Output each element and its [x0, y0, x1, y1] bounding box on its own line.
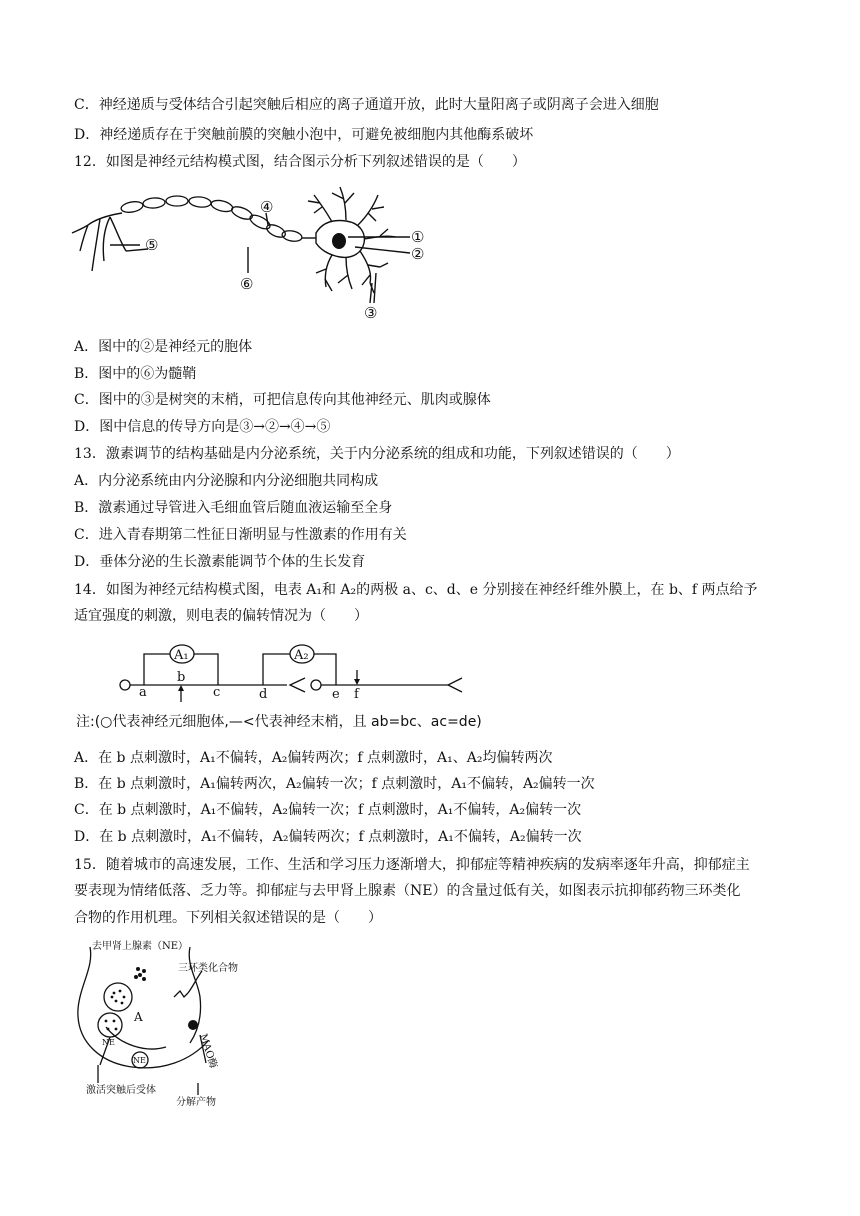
q13-option-a: A．内分泌系统由内分泌腺和内分泌细胞共同构成 — [74, 473, 379, 489]
meter-a1-label: A₁ — [174, 648, 189, 663]
meter-a2-label: A₂ — [294, 648, 309, 663]
q12-stem: 12．如图是神经元结构模式图，结合图示分析下列叙述错误的是（ ） — [74, 154, 526, 170]
product-label: 分解产物 — [176, 1097, 216, 1108]
q13-option-b: B．激素通过导管进入毛细血管后随血液运输至全身 — [74, 500, 393, 516]
q12-option-d: D．图中信息的传导方向是③→②→④→⑤ — [74, 419, 331, 435]
ne-molecule-label: NE — [133, 1056, 146, 1065]
q14-option-d: D．在 b 点刺激时，A₁不偏转，A₂偏转两次；f 点刺激时，A₁不偏转，A₂偏转一次 — [74, 829, 582, 845]
drug-label: 三环类化合物 — [178, 963, 238, 974]
q14-stem-2: 适宜强度的刺激，则电表的偏转情况为（ ） — [74, 608, 368, 624]
region-a-label: A — [134, 1010, 143, 1024]
q15-stem-1: 15．随着城市的高速发展，工作、生活和学习压力逐渐增大，抑郁症等精神疾病的发病率逐年升高，抑郁症主 — [74, 857, 750, 873]
label-4: ④ — [260, 198, 274, 216]
point-c: c — [213, 685, 221, 700]
q14-option-b: B．在 b 点刺激时，A₁偏转两次，A₂偏转一次；f 点刺激时，A₁不偏转，A₂偏转一次 — [74, 776, 595, 792]
q14-option-a: A．在 b 点刺激时，A₁不偏转，A₂偏转两次；f 点刺激时，A₁、A₂均偏转两次 — [74, 750, 553, 766]
receptor-label: 激活突触后受体 — [86, 1085, 156, 1096]
label-3: ③ — [364, 304, 378, 322]
neuron-figure — [70, 185, 440, 330]
q11-option-c: C．神经递质与受体结合引起突触后相应的离子通道开放，此时大量阳离子或阴离子会进入细胞 — [74, 97, 659, 113]
point-a: a — [139, 685, 147, 700]
q13-option-c: C．进入青春期第二性征日渐明显与性激素的作用有关 — [74, 527, 407, 543]
point-d: d — [259, 687, 268, 702]
mao-enzyme-label: MAO酶 — [197, 1032, 219, 1070]
q12-option-a: A．图中的②是神经元的胞体 — [74, 339, 253, 355]
q13-option-d: D．垂体分泌的生长激素能调节个体的生长发育 — [74, 554, 366, 570]
q12-option-b: B．图中的⑥为髓鞘 — [74, 366, 197, 382]
synapse-figure — [70, 935, 270, 1110]
q14-option-c: C．在 b 点刺激时，A₁不偏转，A₂偏转一次；f 点刺激时，A₁不偏转，A₂偏转一次 — [74, 802, 582, 818]
ne-vesicle-label: NE — [102, 1038, 115, 1047]
label-5: ⑤ — [145, 236, 159, 254]
q13-stem: 13．激素调节的结构基础是内分泌系统，关于内分泌系统的组成和功能，下列叙述错误的（ ） — [74, 446, 680, 462]
q12-option-c: C．图中的③是树突的末梢，可把信息传向其他神经元、肌肉或腺体 — [74, 392, 491, 408]
point-f: f — [354, 687, 359, 702]
q14-stem-1: 14．如图为神经元结构模式图，电表 A₁和 A₂的两极 a、c、d、e 分别接在神经纤维外膜上，在 b、f 两点给予 — [74, 582, 758, 598]
label-6: ⑥ — [240, 275, 254, 293]
label-1: ① — [411, 228, 425, 246]
ne-title: 去甲肾上腺素（NE） — [92, 941, 189, 952]
q15-stem-3: 合物的作用机理。下列相关叙述错误的是（ ） — [74, 910, 382, 926]
label-2: ② — [411, 245, 425, 263]
meter-figure — [110, 640, 480, 702]
point-e: e — [332, 687, 340, 702]
q11-option-d: D．神经递质存在于突触前膜的突触小泡中，可避免被细胞内其他酶系破坏 — [74, 127, 534, 143]
point-b: b — [177, 670, 186, 685]
figure-note: 注:(○代表神经元细胞体,—<代表神经末梢，且 ab=bc、ac=de) — [76, 714, 482, 730]
q15-stem-2: 要表现为情绪低落、乏力等。抑郁症与去甲肾上腺素（NE）的含量过低有关，如图表示抗抑郁药物三环类化 — [74, 883, 741, 899]
